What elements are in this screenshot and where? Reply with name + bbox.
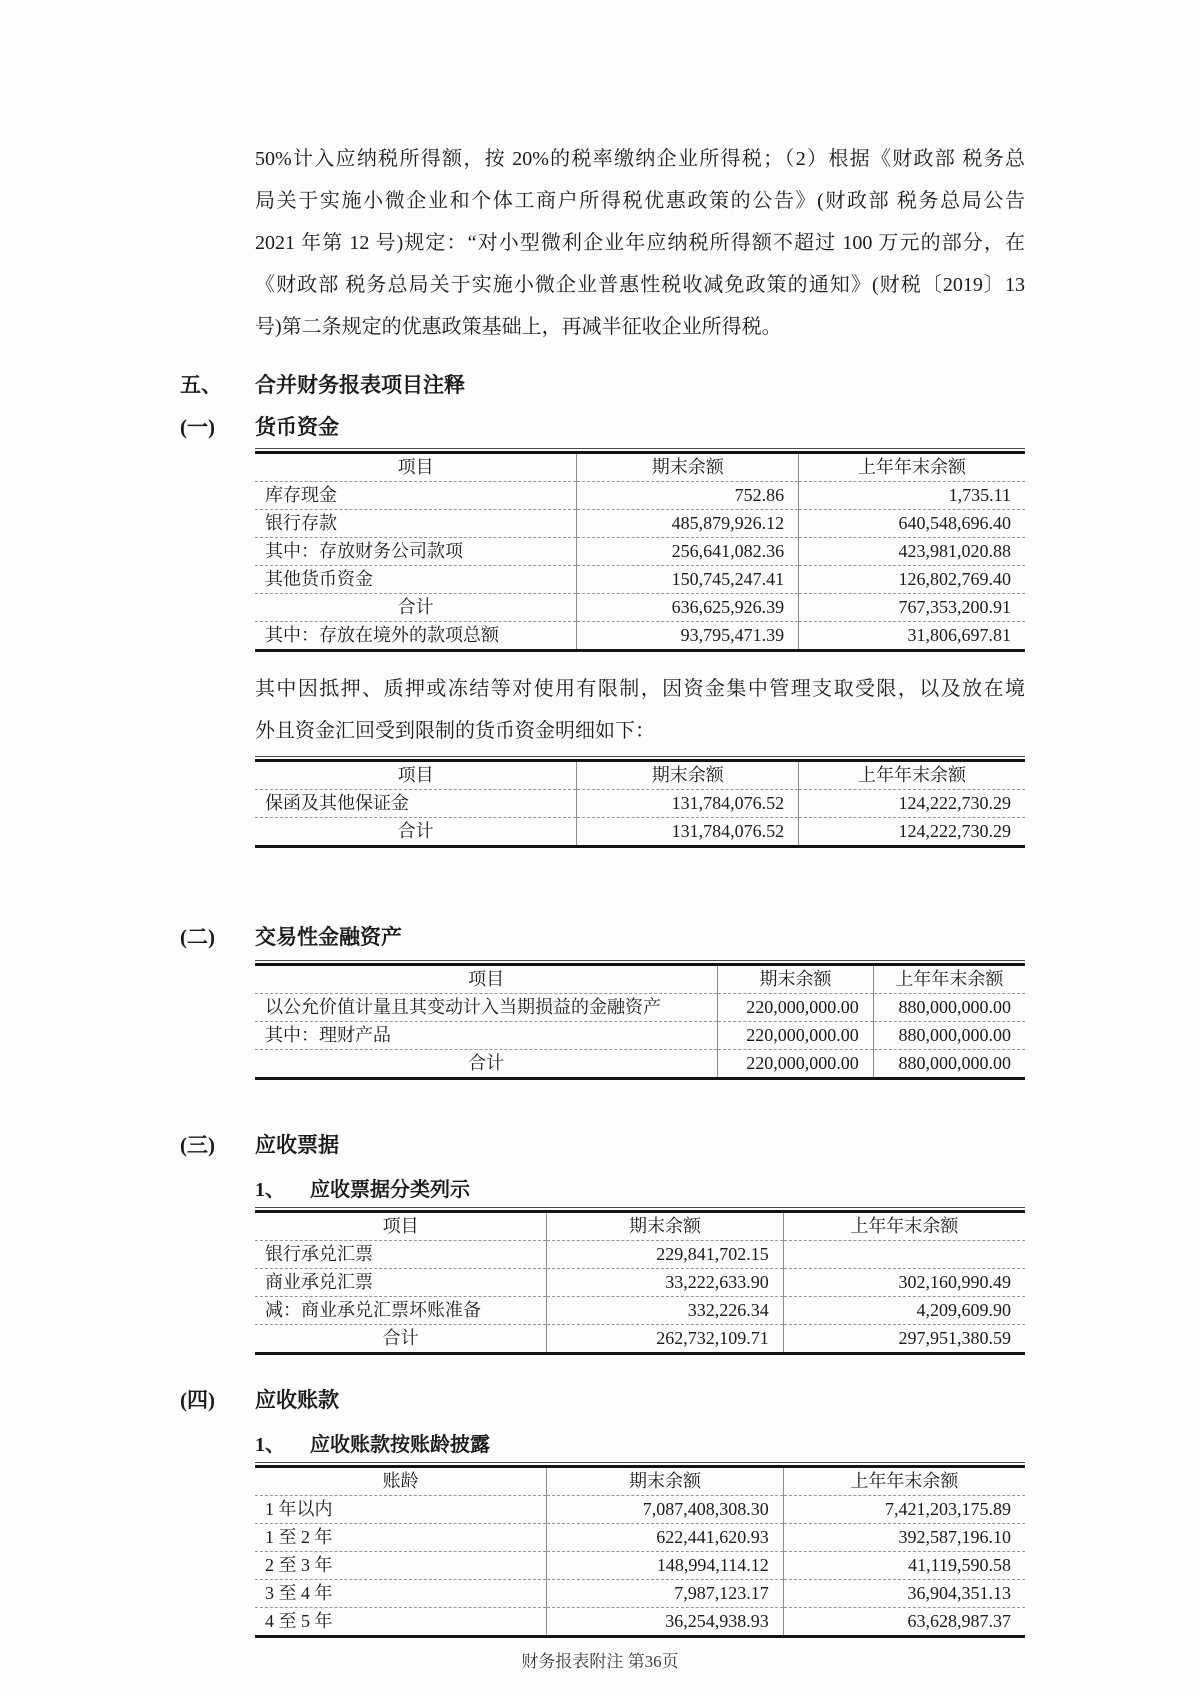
amount-cell: 640,548,696.40 [799, 510, 1025, 538]
item-cell: 其中：存放财务公司款项 [265, 541, 463, 561]
amount-cell: 7,421,203,175.89 [783, 1496, 1025, 1524]
amount-cell: 7,987,123.17 [547, 1580, 783, 1608]
aging-table-wrap [255, 1462, 1025, 1638]
amount-cell: 33,222,633.90 [547, 1269, 783, 1297]
amount-cell: 150,745,247.41 [577, 566, 799, 594]
col-header-ending: 期末余额 [577, 761, 799, 790]
amount-cell: 7,087,408,308.30 [547, 1496, 783, 1524]
cash-table-wrap [255, 448, 1025, 652]
trading-table-wrap [255, 960, 1025, 1080]
subsection-3-heading [180, 1130, 1025, 1160]
col-header-prior: 上年年末余额 [783, 1467, 1025, 1496]
aging-disclosure-title: 应收账款按账龄披露 [310, 1434, 490, 1456]
subsection-3-marker: (三) [180, 1133, 215, 1157]
subsection-3-title: 应收票据 [255, 1133, 339, 1157]
aging-bucket-cell: 3 至 4 年 [265, 1583, 333, 1603]
aging-disclosure-heading [255, 1431, 1025, 1459]
amount-cell: 423,981,020.88 [799, 538, 1025, 566]
page-footer: 财务报表附注 第36页 [521, 1652, 679, 1671]
total-label-cell: 合计 [468, 1053, 505, 1073]
table-row [255, 622, 1025, 651]
amount-cell: 36,254,938.93 [547, 1608, 783, 1637]
amount-cell: 332,226.34 [547, 1297, 783, 1325]
amount-cell: 126,802,769.40 [799, 566, 1025, 594]
amount-cell: 262,732,109.71 [547, 1325, 783, 1354]
aging-bucket-cell: 4 至 5 年 [265, 1611, 333, 1631]
aging-table [255, 1465, 1025, 1638]
table-header-row [255, 761, 1025, 790]
amount-cell: 220,000,000.00 [718, 994, 874, 1022]
amount-cell: 229,841,702.15 [547, 1241, 783, 1269]
amount-cell: 93,795,471.39 [577, 622, 799, 651]
total-label-cell: 合计 [382, 1328, 419, 1348]
amount-cell: 880,000,000.00 [873, 1022, 1025, 1050]
aging-bucket-cell: 1 年以内 [265, 1499, 333, 1519]
amount-cell: 131,784,076.52 [577, 818, 799, 847]
amount-cell: 302,160,990.49 [783, 1269, 1025, 1297]
table-total-row [255, 818, 1025, 847]
subsection-2-title: 交易性金融资产 [255, 925, 402, 949]
subsection-1-marker: (一) [180, 415, 215, 439]
paragraph-line: 局关于实施小微企业和个体工商户所得税优惠政策的公告》(财政部 税务总局公告 [255, 190, 1025, 212]
col-header-item: 项目 [468, 969, 505, 989]
paragraph-line: 2021 年第 12 号)规定：“对小型微利企业年应纳税所得额不超过 100 万元的部分，在 [255, 232, 1025, 254]
table-total-row [255, 594, 1025, 622]
table-row [255, 482, 1025, 510]
amount-cell: 220,000,000.00 [718, 1022, 874, 1050]
col-header-ending: 期末余额 [718, 965, 874, 994]
amount-cell: 752.86 [577, 482, 799, 510]
col-header-ending: 期末余额 [547, 1467, 783, 1496]
item-cell: 保函及其他保证金 [265, 793, 409, 813]
col-header-prior: 上年年末余额 [873, 965, 1025, 994]
total-label-cell: 合计 [397, 597, 434, 617]
section-5-title: 合并财务报表项目注释 [255, 373, 465, 397]
item-cell: 其他货币资金 [265, 569, 373, 589]
amount-cell: 124,222,730.29 [799, 818, 1025, 847]
col-header-item: 项目 [382, 1216, 419, 1236]
amount-cell: 131,784,076.52 [577, 790, 799, 818]
col-header-prior: 上年年末余额 [799, 453, 1025, 482]
col-header-item: 项目 [397, 457, 434, 477]
paragraph-line: 《财政部 税务总局关于实施小微企业普惠性税收减免政策的通知》(财税〔2019〕13 [255, 274, 1025, 296]
subsection-1-title: 货币资金 [255, 415, 339, 439]
notes-classification-heading [255, 1176, 1025, 1204]
subsection-4-title: 应收账款 [255, 1388, 339, 1412]
subsection-4-marker: (四) [180, 1388, 215, 1412]
restricted-table-wrap [255, 756, 1025, 848]
item-cell: 其中：存放在境外的款项总额 [265, 625, 499, 645]
amount-cell: 124,222,730.29 [799, 790, 1025, 818]
amount-cell: 148,994,114.12 [547, 1552, 783, 1580]
table-header-row [255, 965, 1025, 994]
list-number: 1、 [255, 1434, 285, 1456]
table-row [255, 1524, 1025, 1552]
notes-table-wrap [255, 1207, 1025, 1355]
col-header-item: 项目 [397, 765, 434, 785]
subsection-2-marker: (二) [180, 925, 215, 949]
cash-table [255, 451, 1025, 652]
item-cell: 银行承兑汇票 [265, 1244, 373, 1264]
col-header-aging: 账龄 [382, 1471, 419, 1491]
col-header-prior: 上年年末余额 [799, 761, 1025, 790]
amount-cell: 41,119,590.58 [783, 1552, 1025, 1580]
item-cell: 商业承兑汇票 [265, 1272, 373, 1292]
list-number: 1、 [255, 1179, 285, 1201]
table-row [255, 1241, 1025, 1269]
item-cell: 其中：理财产品 [265, 1025, 391, 1045]
table-row [255, 1297, 1025, 1325]
amount-cell: 880,000,000.00 [873, 994, 1025, 1022]
table-row [255, 1552, 1025, 1580]
subsection-2-heading [180, 922, 1025, 952]
subsection-4-heading [180, 1385, 1025, 1415]
trading-assets-table [255, 963, 1025, 1080]
table-row [255, 510, 1025, 538]
table-row [255, 538, 1025, 566]
table-total-row [255, 1325, 1025, 1354]
table-row [255, 1496, 1025, 1524]
amount-cell [783, 1241, 1025, 1269]
table-row [255, 1022, 1025, 1050]
table-header-row [255, 1212, 1025, 1241]
restricted-funds-table [255, 759, 1025, 848]
notes-classification-title: 应收票据分类列示 [310, 1179, 470, 1201]
paragraph-line: 其中因抵押、质押或冻结等对使用有限制，因资金集中管理支取受限，以及放在境 [255, 678, 1025, 700]
paragraph-line: 号)第二条规定的优惠政策基础上，再减半征收企业所得税。 [255, 316, 782, 338]
table-row [255, 1608, 1025, 1637]
paragraph-line: 外且资金汇回受到限制的货币资金明细如下： [255, 720, 655, 742]
amount-cell: 767,353,200.91 [799, 594, 1025, 622]
col-header-ending: 期末余额 [547, 1212, 783, 1241]
amount-cell: 1,735.11 [799, 482, 1025, 510]
col-header-prior: 上年年末余额 [783, 1212, 1025, 1241]
amount-cell: 622,441,620.93 [547, 1524, 783, 1552]
item-cell: 库存现金 [265, 485, 337, 505]
paragraph-line: 50%计入应纳税所得额，按 20%的税率缴纳企业所得税；（2）根据《财政部 税务总 [255, 148, 1025, 170]
table-header-row [255, 1467, 1025, 1496]
amount-cell: 4,209,609.90 [783, 1297, 1025, 1325]
amount-cell: 880,000,000.00 [873, 1050, 1025, 1079]
intro-paragraph [255, 138, 1025, 348]
amount-cell: 220,000,000.00 [718, 1050, 874, 1079]
table-row [255, 994, 1025, 1022]
aging-bucket-cell: 1 至 2 年 [265, 1527, 333, 1547]
amount-cell: 485,879,926.12 [577, 510, 799, 538]
item-cell: 以公允价值计量且其变动计入当期损益的金融资产 [265, 997, 661, 1017]
amount-cell: 31,806,697.81 [799, 622, 1025, 651]
amount-cell: 36,904,351.13 [783, 1580, 1025, 1608]
table-header-row [255, 453, 1025, 482]
amount-cell: 636,625,926.39 [577, 594, 799, 622]
total-label-cell: 合计 [397, 821, 434, 841]
item-cell: 减：商业承兑汇票坏账准备 [265, 1300, 481, 1320]
table-row [255, 566, 1025, 594]
item-cell: 银行存款 [265, 513, 337, 533]
aging-bucket-cell: 2 至 3 年 [265, 1555, 333, 1575]
page-content [180, 0, 1025, 1638]
subsection-1-heading [180, 412, 1025, 442]
amount-cell: 297,951,380.59 [783, 1325, 1025, 1354]
table-row [255, 790, 1025, 818]
col-header-ending: 期末余额 [577, 453, 799, 482]
notes-receivable-table [255, 1210, 1025, 1355]
restricted-funds-note [255, 668, 1025, 752]
table-row [255, 1269, 1025, 1297]
table-row [255, 1580, 1025, 1608]
amount-cell: 63,628,987.37 [783, 1608, 1025, 1637]
amount-cell: 392,587,196.10 [783, 1524, 1025, 1552]
amount-cell: 256,641,082.36 [577, 538, 799, 566]
table-total-row [255, 1050, 1025, 1079]
section-5-marker: 五、 [180, 373, 222, 397]
section-5-heading [180, 370, 1025, 400]
